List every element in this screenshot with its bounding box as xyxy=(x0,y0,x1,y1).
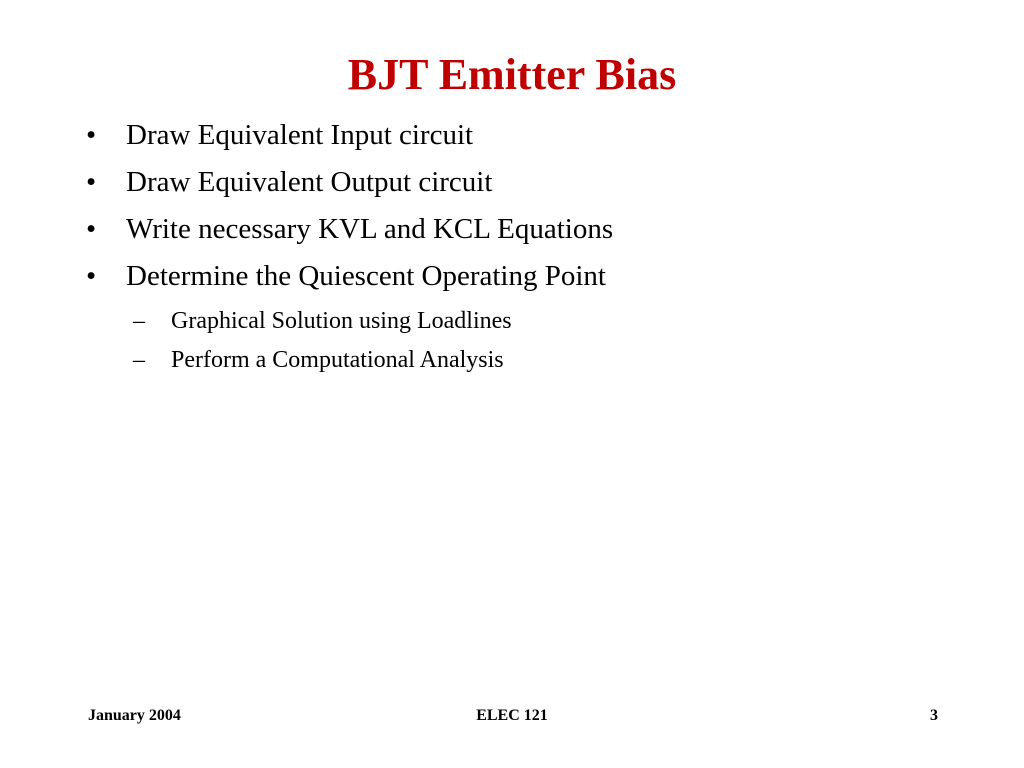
bullet-list xyxy=(86,118,966,306)
bullet-text: Draw Equivalent Input circuit xyxy=(126,119,474,151)
bullet-marker: • xyxy=(86,119,97,151)
bullet-marker: • xyxy=(86,260,97,292)
bullet-text: Draw Equivalent Output circuit xyxy=(126,166,493,198)
bullet-text: Determine the Quiescent Operating Point xyxy=(126,260,606,292)
sub-bullet-text: Perform a Computational Analysis xyxy=(171,347,504,373)
footer-date: January 2004 xyxy=(88,707,181,724)
bullet-item xyxy=(86,118,966,153)
bullet-item xyxy=(86,165,966,200)
footer-course: ELEC 121 xyxy=(476,707,548,724)
bullet-item xyxy=(86,259,966,294)
sub-bullet-text: Graphical Solution using Loadlines xyxy=(171,308,512,334)
bullet-item xyxy=(86,212,966,247)
sub-bullet-list xyxy=(133,306,933,384)
slide-title: BJT Emitter Bias xyxy=(347,50,677,99)
footer-page-number: 3 xyxy=(930,707,938,724)
bullet-text: Write necessary KVL and KCL Equations xyxy=(126,213,614,245)
sub-bullet-marker: – xyxy=(133,308,145,334)
sub-bullet-marker: – xyxy=(133,347,145,373)
bullet-marker: • xyxy=(86,166,97,198)
sub-bullet-item xyxy=(133,345,933,375)
sub-bullet-item xyxy=(133,306,933,336)
bullet-marker: • xyxy=(86,213,97,245)
